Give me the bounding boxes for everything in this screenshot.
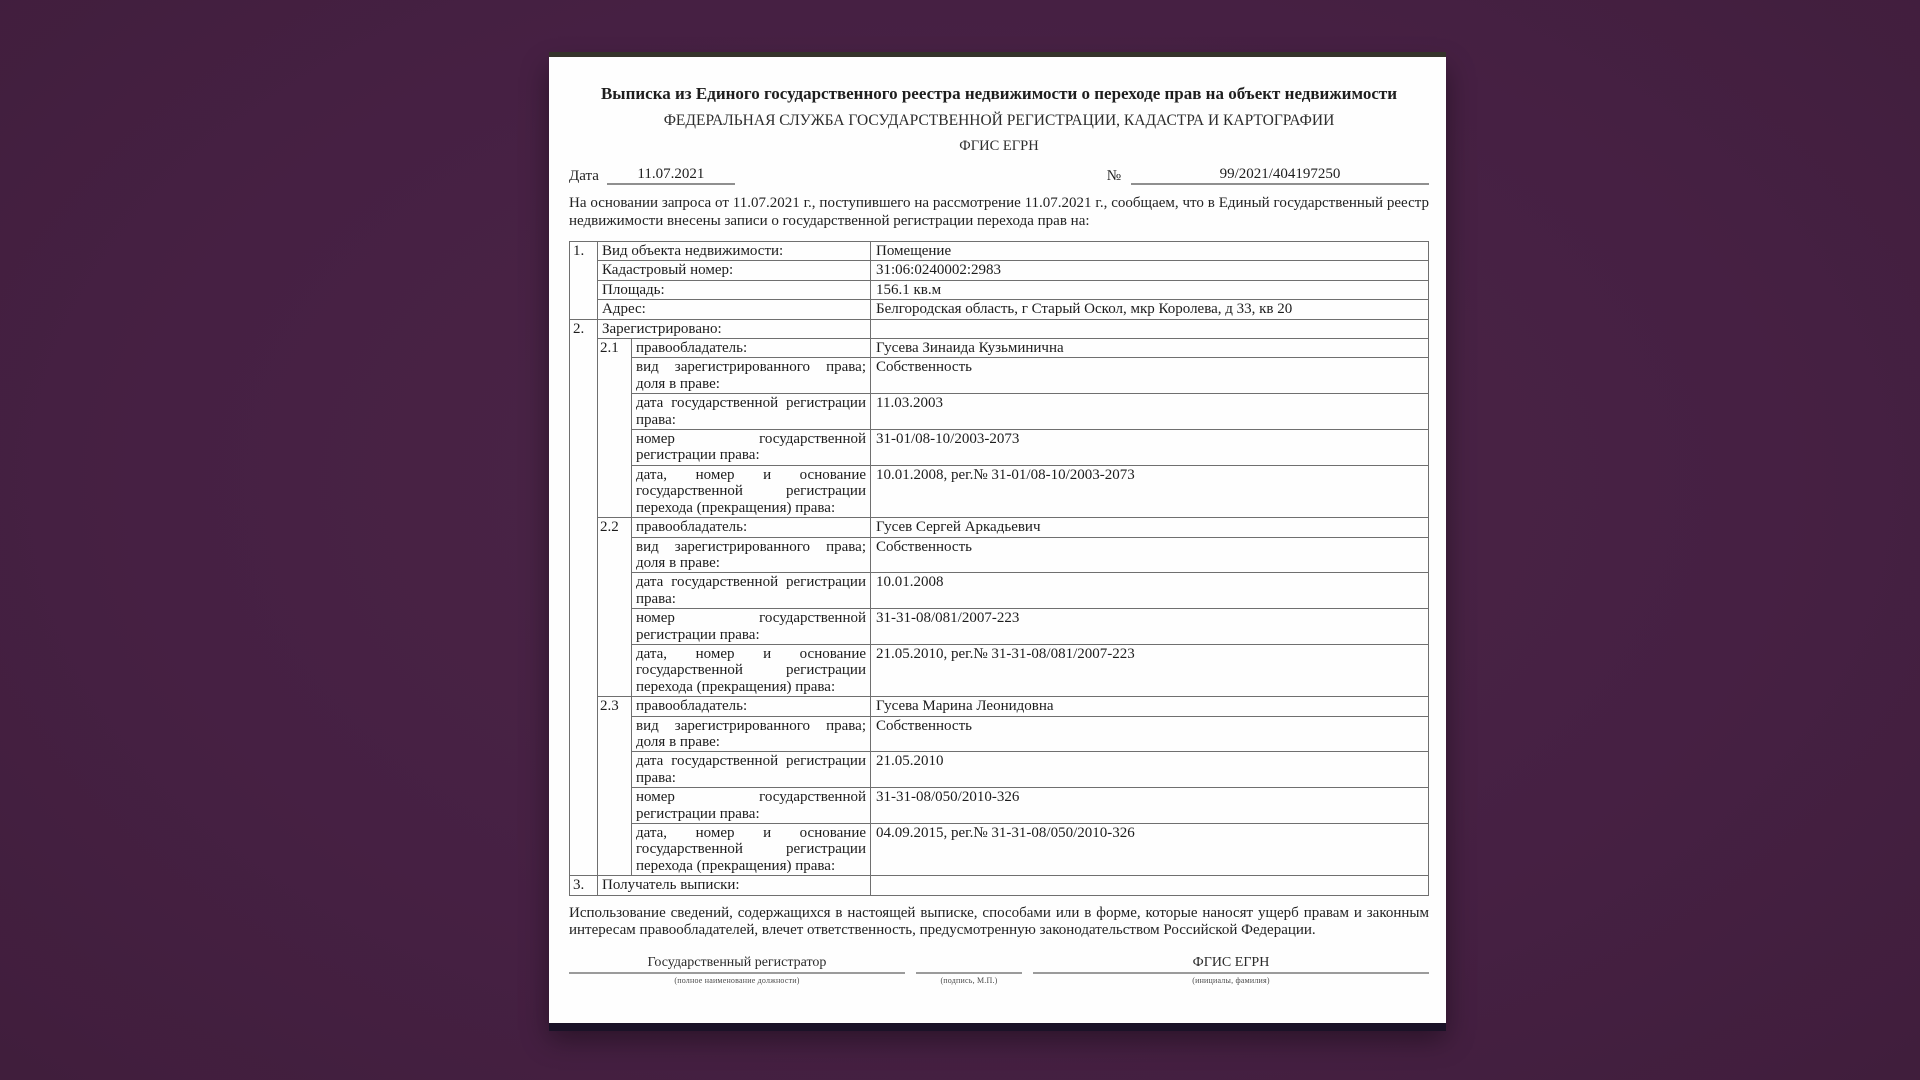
signature-caption: (инициалы, фамилия)	[1192, 975, 1270, 985]
table-row	[570, 518, 1429, 537]
number-label: №	[1106, 168, 1121, 184]
row-label: вид зарегистрированного права; доля в праве:	[632, 716, 871, 752]
document-title: Выписка из Единого государственного реестра недвижимости о переходе прав на объект недвижимости	[600, 84, 1398, 103]
section-index: 1.	[570, 242, 598, 320]
row-value: 04.09.2015, рег.№ 31-31-08/050/2010-326	[871, 824, 1429, 876]
row-value: 21.05.2010, рег.№ 31-31-08/081/2007-223	[871, 644, 1429, 696]
row-value: 10.01.2008	[871, 573, 1429, 609]
table-row	[570, 358, 1429, 394]
table-row	[570, 465, 1429, 517]
section-index: 2.	[570, 319, 598, 876]
signature-block	[569, 954, 905, 985]
row-label: дата государственной регистрации права:	[632, 394, 871, 430]
intro-paragraph: На основании запроса от 11.07.2021 г., поступившего на рассмотрение 11.07.2021 г., сообщаем, что в Единый государственный реестр недвижимости внесены записи о государственной регистрации перехода прав на:	[569, 195, 1429, 229]
signature-title: Государственный регистратор	[647, 954, 827, 970]
row-label: дата государственной регистрации права:	[632, 752, 871, 788]
agency-name: ФЕДЕРАЛЬНАЯ СЛУЖБА ГОСУДАРСТВЕННОЙ РЕГИСТРАЦИИ, КАДАСТРА И КАРТОГРАФИИ	[663, 112, 1335, 129]
signature-line	[916, 972, 1022, 974]
table-row	[570, 261, 1429, 280]
row-value: 31-31-08/081/2007-223	[871, 609, 1429, 645]
row-label: Получатель выписки:	[598, 876, 871, 895]
row-value: Собственность	[871, 537, 1429, 573]
row-value	[871, 319, 1429, 338]
registry-table	[569, 241, 1429, 896]
recipient-row	[570, 876, 1429, 895]
signature-title: ФГИС ЕГРН	[1192, 954, 1270, 970]
row-label: дата, номер и основание государственной регистрации перехода (прекращения) права:	[632, 465, 871, 517]
row-value: Гусева Марина Леонидовна	[871, 697, 1429, 716]
row-value: Гусев Сергей Аркадьевич	[871, 518, 1429, 537]
row-label: Вид объекта недвижимости:	[598, 242, 871, 261]
row-label: вид зарегистрированного права; доля в праве:	[632, 537, 871, 573]
signature-line	[1033, 972, 1429, 974]
row-label: дата государственной регистрации права:	[632, 573, 871, 609]
table-row	[570, 788, 1429, 824]
entry-number: 2.3	[598, 697, 632, 876]
table-row	[570, 339, 1429, 358]
row-label: номер государственной регистрации права:	[632, 430, 871, 466]
table-row	[570, 242, 1429, 261]
row-value: Собственность	[871, 358, 1429, 394]
row-label: Адрес:	[598, 300, 871, 319]
number-value: 99/2021/404197250	[1131, 165, 1429, 185]
row-label: Зарегистрировано:	[598, 319, 871, 338]
entry-number: 2.2	[598, 518, 632, 697]
date-value: 11.07.2021	[607, 165, 735, 185]
document-page	[549, 52, 1446, 1023]
table-row	[570, 573, 1429, 609]
row-label: правообладатель:	[632, 697, 871, 716]
row-value: 11.03.2003	[871, 394, 1429, 430]
signature-block	[916, 954, 1022, 985]
footer-note: Использование сведений, содержащихся в настоящей выписке, способами или в форме, которые наносят ущерб правам и законным интересам правообладателей, влечет ответственность, предусмотренную законодательством Российской Федерации.	[569, 904, 1429, 939]
system-name: ФГИС ЕГРН	[959, 138, 1039, 154]
table-row	[570, 609, 1429, 645]
row-value: 10.01.2008, рег.№ 31-01/08-10/2003-2073	[871, 465, 1429, 517]
signature-block	[1033, 954, 1429, 985]
row-value: Гусева Зинаида Кузьминична	[871, 339, 1429, 358]
signature-caption: (подпись, М.П.)	[940, 975, 998, 985]
table-row	[570, 394, 1429, 430]
row-value	[871, 876, 1429, 895]
row-label: дата, номер и основание государственной регистрации перехода (прекращения) права:	[632, 824, 871, 876]
table-row	[570, 300, 1429, 319]
row-value: 156.1 кв.м	[871, 280, 1429, 299]
table-row	[570, 280, 1429, 299]
row-value: 21.05.2010	[871, 752, 1429, 788]
row-label: номер государственной регистрации права:	[632, 788, 871, 824]
table-row	[570, 824, 1429, 876]
row-label: Площадь:	[598, 280, 871, 299]
signature-row	[569, 954, 1429, 985]
table-row	[570, 644, 1429, 696]
entry-number: 2.1	[598, 339, 632, 518]
table-row	[570, 716, 1429, 752]
row-value: 31-31-08/050/2010-326	[871, 788, 1429, 824]
row-value: 31:06:0240002:2983	[871, 261, 1429, 280]
row-label: Кадастровый номер:	[598, 261, 871, 280]
row-value: 31-01/08-10/2003-2073	[871, 430, 1429, 466]
row-value: Собственность	[871, 716, 1429, 752]
row-label: правообладатель:	[632, 339, 871, 358]
table-row	[570, 537, 1429, 573]
row-value: Белгородская область, г Старый Оскол, мкр Королева, д 33, кв 20	[871, 300, 1429, 319]
row-label: номер государственной регистрации права:	[632, 609, 871, 645]
row-value: Помещение	[871, 242, 1429, 261]
row-label: дата, номер и основание государственной регистрации перехода (прекращения) права:	[632, 644, 871, 696]
date-number-row	[569, 165, 1429, 185]
table-row	[570, 430, 1429, 466]
table-row	[570, 697, 1429, 716]
date-label: Дата	[569, 168, 599, 184]
section-index: 3.	[570, 876, 598, 895]
signature-title	[916, 954, 1022, 971]
row-label: вид зарегистрированного права; доля в праве:	[632, 358, 871, 394]
table-row	[570, 752, 1429, 788]
row-label: правообладатель:	[632, 518, 871, 537]
signature-line	[569, 972, 905, 974]
signature-caption: (полное наименование должности)	[674, 975, 800, 985]
table-row	[570, 319, 1429, 338]
